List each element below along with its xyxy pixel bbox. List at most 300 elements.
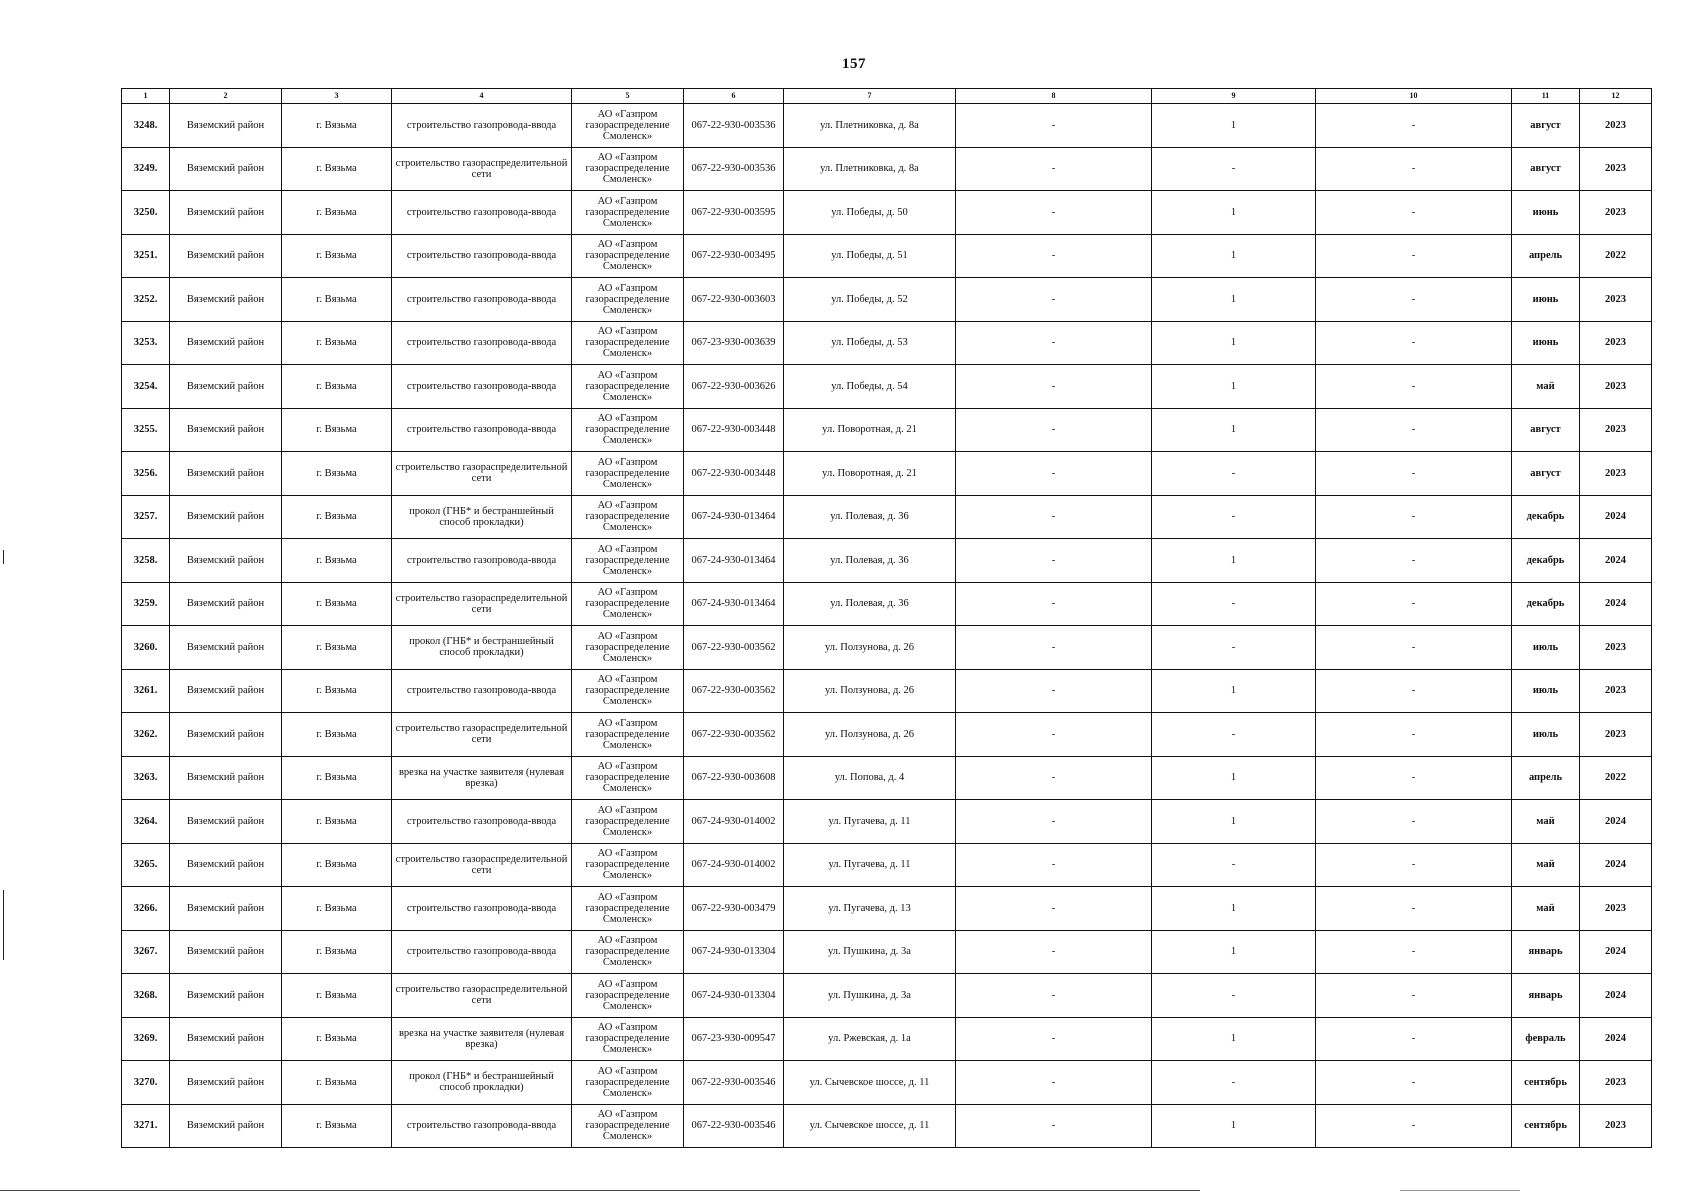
column-9-cell: - [1152,495,1316,539]
district-cell: Вяземский район [170,713,282,757]
district-cell: Вяземский район [170,278,282,322]
locality-cell: г. Вязьма [282,104,392,148]
address-cell: ул. Сычевское шоссе, д. 11 [784,1061,956,1105]
work-type-cell: строительство газораспределительной сети [392,843,572,887]
column-8-cell: - [956,539,1152,583]
table-row [122,713,1652,757]
month-cell: май [1512,843,1580,887]
locality-cell: г. Вязьма [282,495,392,539]
locality-cell: г. Вязьма [282,756,392,800]
column-9-cell: - [1152,843,1316,887]
year-cell: 2024 [1580,495,1652,539]
locality-cell: г. Вязьма [282,278,392,322]
column-8-cell: - [956,147,1152,191]
application-code-cell: 067-22-930-003546 [684,1104,784,1148]
column-8-cell: - [956,1061,1152,1105]
year-cell: 2023 [1580,278,1652,322]
address-cell: ул. Плетниковка, д. 8а [784,147,956,191]
district-cell: Вяземский район [170,800,282,844]
organization-cell: АО «Газпром газораспределение Смоленск» [572,1061,684,1105]
work-type-cell: строительство газопровода-ввода [392,234,572,278]
year-cell: 2023 [1580,1104,1652,1148]
locality-cell: г. Вязьма [282,321,392,365]
district-cell: Вяземский район [170,104,282,148]
table-row [122,887,1652,931]
row-number: 3260. [122,626,170,670]
month-cell: август [1512,452,1580,496]
column-header-9: 9 [1152,89,1316,104]
application-code-cell: 067-22-930-003495 [684,234,784,278]
organization-cell: АО «Газпром газораспределение Смоленск» [572,234,684,278]
application-code-cell: 067-22-930-003562 [684,626,784,670]
month-cell: август [1512,408,1580,452]
column-9-cell: - [1152,582,1316,626]
row-number: 3262. [122,713,170,757]
column-10-cell: - [1316,930,1512,974]
district-cell: Вяземский район [170,408,282,452]
month-cell: апрель [1512,234,1580,278]
organization-cell: АО «Газпром газораспределение Смоленск» [572,626,684,670]
registry-table [121,88,1652,1148]
month-cell: февраль [1512,1017,1580,1061]
month-cell: май [1512,365,1580,409]
column-10-cell: - [1316,1104,1512,1148]
year-cell: 2023 [1580,104,1652,148]
year-cell: 2024 [1580,800,1652,844]
year-cell: 2023 [1580,887,1652,931]
table-row [122,104,1652,148]
scan-edge-mark [3,890,4,960]
scan-edge-mark [3,550,4,564]
locality-cell: г. Вязьма [282,626,392,670]
column-8-cell: - [956,408,1152,452]
table-row [122,843,1652,887]
column-8-cell: - [956,713,1152,757]
address-cell: ул. Победы, д. 53 [784,321,956,365]
column-header-1: 1 [122,89,170,104]
locality-cell: г. Вязьма [282,582,392,626]
column-8-cell: - [956,887,1152,931]
work-type-cell: прокол (ГНБ* и бестраншейный способ прокладки) [392,1061,572,1105]
column-10-cell: - [1316,1017,1512,1061]
column-9-cell: - [1152,147,1316,191]
column-9-cell: 1 [1152,539,1316,583]
work-type-cell: строительство газопровода-ввода [392,887,572,931]
table-row [122,278,1652,322]
column-header-5: 5 [572,89,684,104]
district-cell: Вяземский район [170,582,282,626]
column-9-cell: - [1152,626,1316,670]
row-number: 3269. [122,1017,170,1061]
page-number: 157 [842,56,866,72]
work-type-cell: строительство газопровода-ввода [392,539,572,583]
application-code-cell: 067-24-930-014002 [684,843,784,887]
month-cell: апрель [1512,756,1580,800]
month-cell: январь [1512,974,1580,1018]
year-cell: 2023 [1580,669,1652,713]
column-8-cell: - [956,582,1152,626]
month-cell: май [1512,887,1580,931]
month-cell: август [1512,104,1580,148]
application-code-cell: 067-22-930-003595 [684,191,784,235]
work-type-cell: строительство газопровода-ввода [392,669,572,713]
column-9-cell: 1 [1152,278,1316,322]
column-9-cell: - [1152,713,1316,757]
row-number: 3250. [122,191,170,235]
month-cell: июль [1512,669,1580,713]
month-cell: май [1512,800,1580,844]
year-cell: 2022 [1580,756,1652,800]
column-9-cell: 1 [1152,234,1316,278]
table-row [122,974,1652,1018]
column-number-header-row [122,89,1652,104]
district-cell: Вяземский район [170,452,282,496]
column-10-cell: - [1316,582,1512,626]
application-code-cell: 067-22-930-003546 [684,1061,784,1105]
work-type-cell: строительство газораспределительной сети [392,452,572,496]
organization-cell: АО «Газпром газораспределение Смоленск» [572,669,684,713]
address-cell: ул. Поворотная, д. 21 [784,408,956,452]
month-cell: сентябрь [1512,1104,1580,1148]
row-number: 3257. [122,495,170,539]
column-8-cell: - [956,669,1152,713]
district-cell: Вяземский район [170,1061,282,1105]
locality-cell: г. Вязьма [282,234,392,278]
column-9-cell: 1 [1152,104,1316,148]
address-cell: ул. Пугачева, д. 11 [784,843,956,887]
address-cell: ул. Победы, д. 52 [784,278,956,322]
locality-cell: г. Вязьма [282,974,392,1018]
row-number: 3266. [122,887,170,931]
column-9-cell: - [1152,974,1316,1018]
organization-cell: АО «Газпром газораспределение Смоленск» [572,974,684,1018]
column-9-cell: - [1152,452,1316,496]
column-8-cell: - [956,1017,1152,1061]
locality-cell: г. Вязьма [282,887,392,931]
column-header-2: 2 [170,89,282,104]
application-code-cell: 067-22-930-003536 [684,104,784,148]
row-number: 3258. [122,539,170,583]
work-type-cell: прокол (ГНБ* и бестраншейный способ прокладки) [392,626,572,670]
column-10-cell: - [1316,843,1512,887]
row-number: 3252. [122,278,170,322]
month-cell: июнь [1512,191,1580,235]
row-number: 3261. [122,669,170,713]
column-9-cell: 1 [1152,930,1316,974]
table-row [122,408,1652,452]
district-cell: Вяземский район [170,321,282,365]
column-10-cell: - [1316,800,1512,844]
column-10-cell: - [1316,756,1512,800]
row-number: 3267. [122,930,170,974]
table-row [122,930,1652,974]
row-number: 3255. [122,408,170,452]
year-cell: 2024 [1580,974,1652,1018]
locality-cell: г. Вязьма [282,1061,392,1105]
work-type-cell: строительство газораспределительной сети [392,147,572,191]
year-cell: 2024 [1580,1017,1652,1061]
locality-cell: г. Вязьма [282,669,392,713]
year-cell: 2024 [1580,843,1652,887]
column-9-cell: - [1152,1061,1316,1105]
row-number: 3251. [122,234,170,278]
locality-cell: г. Вязьма [282,452,392,496]
organization-cell: АО «Газпром газораспределение Смоленск» [572,887,684,931]
organization-cell: АО «Газпром газораспределение Смоленск» [572,713,684,757]
district-cell: Вяземский район [170,669,282,713]
column-10-cell: - [1316,147,1512,191]
column-header-11: 11 [1512,89,1580,104]
row-number: 3259. [122,582,170,626]
column-8-cell: - [956,1104,1152,1148]
column-10-cell: - [1316,626,1512,670]
table-body [122,104,1652,1148]
year-cell: 2023 [1580,408,1652,452]
month-cell: июнь [1512,321,1580,365]
organization-cell: АО «Газпром газораспределение Смоленск» [572,495,684,539]
locality-cell: г. Вязьма [282,843,392,887]
column-header-7: 7 [784,89,956,104]
organization-cell: АО «Газпром газораспределение Смоленск» [572,582,684,626]
application-code-cell: 067-23-930-009547 [684,1017,784,1061]
organization-cell: АО «Газпром газораспределение Смоленск» [572,104,684,148]
district-cell: Вяземский район [170,1104,282,1148]
table-row [122,800,1652,844]
address-cell: ул. Полевая, д. 36 [784,539,956,583]
organization-cell: АО «Газпром газораспределение Смоленск» [572,321,684,365]
application-code-cell: 067-24-930-013464 [684,539,784,583]
work-type-cell: строительство газопровода-ввода [392,408,572,452]
year-cell: 2023 [1580,713,1652,757]
address-cell: ул. Плетниковка, д. 8а [784,104,956,148]
column-8-cell: - [956,974,1152,1018]
month-cell: январь [1512,930,1580,974]
application-code-cell: 067-24-930-013304 [684,930,784,974]
address-cell: ул. Сычевское шоссе, д. 11 [784,1104,956,1148]
district-cell: Вяземский район [170,1017,282,1061]
work-type-cell: прокол (ГНБ* и бестраншейный способ прокладки) [392,495,572,539]
column-9-cell: 1 [1152,408,1316,452]
column-10-cell: - [1316,365,1512,409]
work-type-cell: строительство газопровода-ввода [392,278,572,322]
application-code-cell: 067-22-930-003562 [684,713,784,757]
application-code-cell: 067-22-930-003626 [684,365,784,409]
column-9-cell: 1 [1152,887,1316,931]
locality-cell: г. Вязьма [282,191,392,235]
organization-cell: АО «Газпром газораспределение Смоленск» [572,930,684,974]
locality-cell: г. Вязьма [282,539,392,583]
row-number: 3248. [122,104,170,148]
year-cell: 2024 [1580,930,1652,974]
column-10-cell: - [1316,495,1512,539]
column-10-cell: - [1316,104,1512,148]
locality-cell: г. Вязьма [282,1017,392,1061]
application-code-cell: 067-22-930-003448 [684,408,784,452]
row-number: 3263. [122,756,170,800]
district-cell: Вяземский район [170,626,282,670]
column-10-cell: - [1316,713,1512,757]
table-row [122,321,1652,365]
address-cell: ул. Победы, д. 51 [784,234,956,278]
table-row [122,147,1652,191]
year-cell: 2023 [1580,365,1652,409]
row-number: 3265. [122,843,170,887]
column-8-cell: - [956,756,1152,800]
row-number: 3256. [122,452,170,496]
locality-cell: г. Вязьма [282,408,392,452]
work-type-cell: строительство газопровода-ввода [392,191,572,235]
table-row [122,495,1652,539]
column-9-cell: 1 [1152,669,1316,713]
locality-cell: г. Вязьма [282,147,392,191]
column-10-cell: - [1316,887,1512,931]
address-cell: ул. Поворотная, д. 21 [784,452,956,496]
footer-rule-short [1400,1190,1520,1191]
column-8-cell: - [956,234,1152,278]
column-header-12: 12 [1580,89,1652,104]
address-cell: ул. Пушкина, д. 3а [784,930,956,974]
address-cell: ул. Попова, д. 4 [784,756,956,800]
organization-cell: АО «Газпром газораспределение Смоленск» [572,1017,684,1061]
table-row [122,582,1652,626]
column-9-cell: 1 [1152,1104,1316,1148]
month-cell: декабрь [1512,495,1580,539]
column-8-cell: - [956,278,1152,322]
address-cell: ул. Пушкина, д. 3а [784,974,956,1018]
address-cell: ул. Пугачева, д. 13 [784,887,956,931]
work-type-cell: строительство газопровода-ввода [392,104,572,148]
year-cell: 2023 [1580,1061,1652,1105]
table-row [122,365,1652,409]
column-10-cell: - [1316,539,1512,583]
column-header-10: 10 [1316,89,1512,104]
application-code-cell: 067-22-930-003603 [684,278,784,322]
column-8-cell: - [956,452,1152,496]
column-9-cell: 1 [1152,321,1316,365]
year-cell: 2024 [1580,582,1652,626]
column-9-cell: 1 [1152,1017,1316,1061]
address-cell: ул. Ползунова, д. 26 [784,669,956,713]
footer-rule [0,1190,1200,1191]
address-cell: ул. Полевая, д. 36 [784,582,956,626]
column-10-cell: - [1316,191,1512,235]
application-code-cell: 067-22-930-003479 [684,887,784,931]
table-row [122,539,1652,583]
column-10-cell: - [1316,234,1512,278]
month-cell: декабрь [1512,582,1580,626]
application-code-cell: 067-24-930-013304 [684,974,784,1018]
application-code-cell: 067-24-930-013464 [684,495,784,539]
organization-cell: АО «Газпром газораспределение Смоленск» [572,756,684,800]
locality-cell: г. Вязьма [282,800,392,844]
column-8-cell: - [956,365,1152,409]
column-10-cell: - [1316,321,1512,365]
year-cell: 2024 [1580,539,1652,583]
district-cell: Вяземский район [170,974,282,1018]
column-header-3: 3 [282,89,392,104]
column-10-cell: - [1316,974,1512,1018]
work-type-cell: врезка на участке заявителя (нулевая врезка) [392,756,572,800]
organization-cell: АО «Газпром газораспределение Смоленск» [572,1104,684,1148]
column-8-cell: - [956,104,1152,148]
organization-cell: АО «Газпром газораспределение Смоленск» [572,843,684,887]
month-cell: июнь [1512,278,1580,322]
year-cell: 2023 [1580,321,1652,365]
table-row [122,1061,1652,1105]
address-cell: ул. Ржевская, д. 1а [784,1017,956,1061]
application-code-cell: 067-23-930-003639 [684,321,784,365]
year-cell: 2023 [1580,191,1652,235]
address-cell: ул. Ползунова, д. 26 [784,626,956,670]
organization-cell: АО «Газпром газораспределение Смоленск» [572,539,684,583]
organization-cell: АО «Газпром газораспределение Смоленск» [572,147,684,191]
address-cell: ул. Ползунова, д. 26 [784,713,956,757]
work-type-cell: строительство газораспределительной сети [392,974,572,1018]
district-cell: Вяземский район [170,756,282,800]
table-row [122,626,1652,670]
year-cell: 2022 [1580,234,1652,278]
row-number: 3270. [122,1061,170,1105]
address-cell: ул. Полевая, д. 36 [784,495,956,539]
district-cell: Вяземский район [170,930,282,974]
month-cell: июль [1512,713,1580,757]
column-8-cell: - [956,800,1152,844]
district-cell: Вяземский район [170,539,282,583]
year-cell: 2023 [1580,452,1652,496]
district-cell: Вяземский район [170,234,282,278]
table-row [122,1104,1652,1148]
address-cell: ул. Победы, д. 54 [784,365,956,409]
column-8-cell: - [956,495,1152,539]
table-row [122,756,1652,800]
column-8-cell: - [956,191,1152,235]
table-row [122,452,1652,496]
organization-cell: АО «Газпром газораспределение Смоленск» [572,365,684,409]
table-row [122,1017,1652,1061]
organization-cell: АО «Газпром газораспределение Смоленск» [572,408,684,452]
column-8-cell: - [956,930,1152,974]
column-10-cell: - [1316,278,1512,322]
column-8-cell: - [956,626,1152,670]
work-type-cell: строительство газопровода-ввода [392,365,572,409]
locality-cell: г. Вязьма [282,365,392,409]
column-10-cell: - [1316,1061,1512,1105]
application-code-cell: 067-22-930-003562 [684,669,784,713]
column-8-cell: - [956,321,1152,365]
row-number: 3249. [122,147,170,191]
column-10-cell: - [1316,669,1512,713]
organization-cell: АО «Газпром газораспределение Смоленск» [572,278,684,322]
application-code-cell: 067-24-930-014002 [684,800,784,844]
column-9-cell: 1 [1152,191,1316,235]
table-row [122,669,1652,713]
column-header-8: 8 [956,89,1152,104]
table-row [122,191,1652,235]
work-type-cell: строительство газораспределительной сети [392,582,572,626]
work-type-cell: врезка на участке заявителя (нулевая врезка) [392,1017,572,1061]
work-type-cell: строительство газопровода-ввода [392,930,572,974]
column-8-cell: - [956,843,1152,887]
month-cell: июль [1512,626,1580,670]
row-number: 3271. [122,1104,170,1148]
work-type-cell: строительство газопровода-ввода [392,1104,572,1148]
column-header-6: 6 [684,89,784,104]
column-10-cell: - [1316,408,1512,452]
month-cell: август [1512,147,1580,191]
district-cell: Вяземский район [170,887,282,931]
row-number: 3254. [122,365,170,409]
address-cell: ул. Победы, д. 50 [784,191,956,235]
